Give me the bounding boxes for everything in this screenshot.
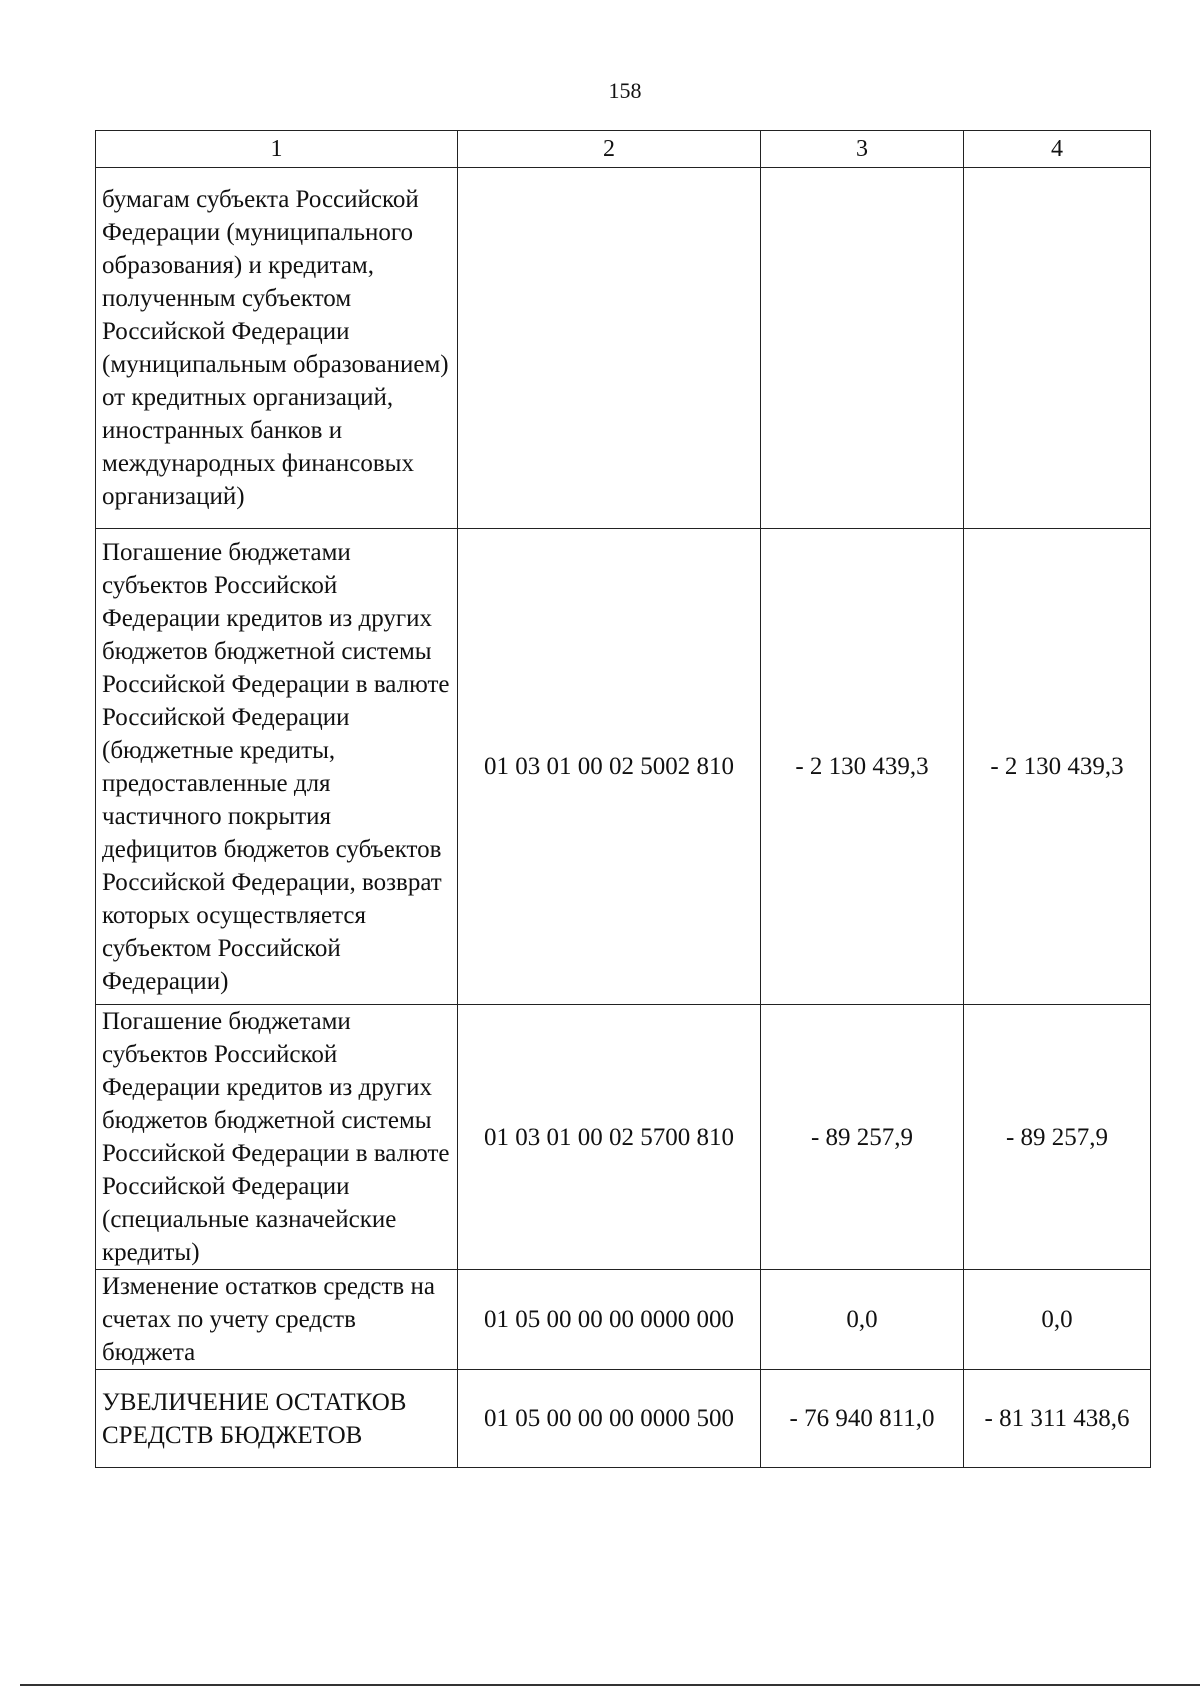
row-code: 01 05 00 00 00 0000 500 (458, 1370, 761, 1468)
row-value-4 (964, 168, 1151, 529)
column-header-2: 2 (458, 131, 761, 168)
row-value-3: - 89 257,9 (761, 1005, 964, 1270)
table-row (96, 168, 1151, 529)
row-description: бумагам субъекта Российской Федерации (муниципального образования) и кредитам, полученным субъектом Российской Федерации (муниципальным образованием) от кредитных организаций, иностранных банков и международных финансовых организаций) (96, 168, 458, 529)
row-code: 01 03 01 00 02 5700 810 (458, 1005, 761, 1270)
table-row (96, 1270, 1151, 1370)
row-value-3: - 2 130 439,3 (761, 529, 964, 1005)
row-description: Погашение бюджетами субъектов Российской Федерации кредитов из других бюджетов бюджетной системы Российской Федерации в валюте Российской Федерации (специальные казначейские кредиты) (96, 1005, 458, 1270)
page-number: 158 (608, 78, 642, 103)
row-description: Изменение остатков средств на счетах по учету средств бюджета (96, 1270, 458, 1370)
column-header-1: 1 (96, 131, 458, 168)
table-row (96, 529, 1151, 1005)
budget-sources-table (95, 130, 1151, 1468)
row-value-3: - 76 940 811,0 (761, 1370, 964, 1468)
row-code: 01 05 00 00 00 0000 000 (458, 1270, 761, 1370)
row-value-4: 0,0 (964, 1270, 1151, 1370)
row-value-3: 0,0 (761, 1270, 964, 1370)
table-row (96, 1370, 1151, 1468)
row-description: Погашение бюджетами субъектов Российской Федерации кредитов из других бюджетов бюджетной системы Российской Федерации в валюте Российской Федерации (бюджетные кредиты, предоставленные для частичного покрытия дефицитов бюджетов субъектов Российской Федерации, возврат которых осуществляется субъектом Российской Федерации) (96, 529, 458, 1005)
row-value-4: - 2 130 439,3 (964, 529, 1151, 1005)
row-code: 01 03 01 00 02 5002 810 (458, 529, 761, 1005)
column-header-3: 3 (761, 131, 964, 168)
row-description: УВЕЛИЧЕНИЕ ОСТАТКОВ СРЕДСТВ БЮДЖЕТОВ (96, 1370, 458, 1468)
row-value-4: - 81 311 438,6 (964, 1370, 1151, 1468)
table-row (96, 1005, 1151, 1270)
column-header-4: 4 (964, 131, 1151, 168)
row-code (458, 168, 761, 529)
table-header-row (96, 131, 1151, 168)
row-value-3 (761, 168, 964, 529)
bottom-rule (20, 1684, 1200, 1686)
row-value-4: - 89 257,9 (964, 1005, 1151, 1270)
